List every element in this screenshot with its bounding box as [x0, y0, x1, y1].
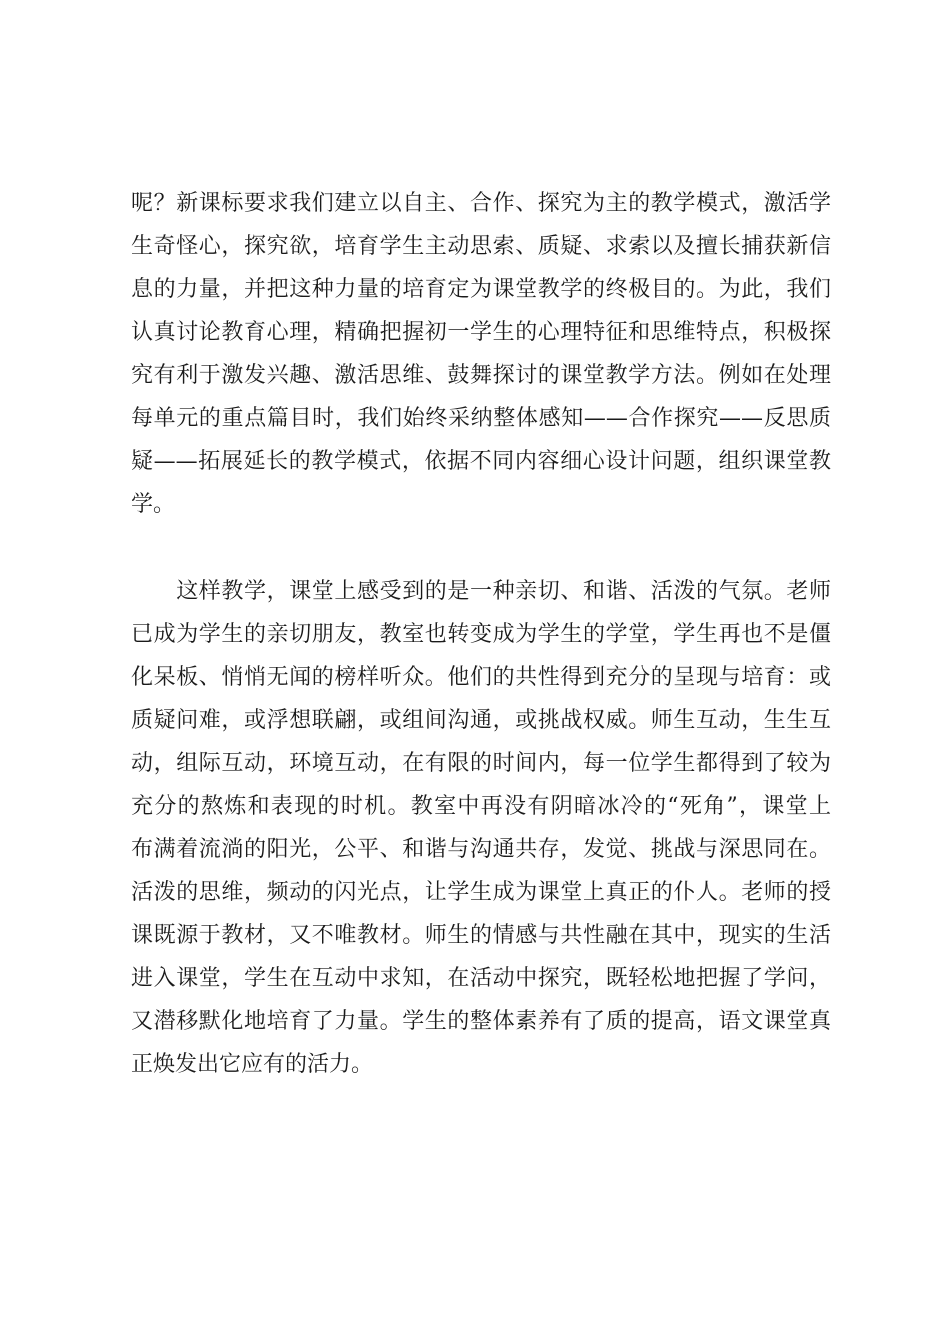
paragraph-line: 疑——拓展延长的教学模式，依据不同内容细心设计问题，组织课堂教: [131, 449, 831, 474]
paragraph-line: 认真讨论教育心理，精确把握初一学生的心理特征和思维特点，积极探: [131, 320, 831, 345]
paragraph-line: 活泼的思维，频动的闪光点，让学生成为课堂上真正的仆人。老师的授: [131, 880, 831, 905]
paragraph-line: 布满着流淌的阳光，公平、和谐与沟通共存，发觉、挑战与深思同在。: [131, 837, 831, 862]
paragraph-line: 正焕发出它应有的活力。: [131, 1052, 374, 1077]
paragraph-line: 质疑问难，或浮想联翩，或组间沟通，或挑战权威。师生互动，生生互: [131, 708, 831, 733]
paragraph-line: 充分的熬炼和表现的时机。教室中再没有阴暗冰冷的“死角”，课堂上: [131, 794, 831, 819]
paragraph-line: 进入课堂，学生在互动中求知，在活动中探究，既轻松地把握了学问，: [131, 966, 831, 991]
paragraph-line: 学。: [131, 492, 176, 517]
paragraph-line: 生奇怪心，探究欲，培育学生主动思索、质疑、求索以及擅长捕获新信: [131, 234, 831, 259]
paragraph-line: 这样教学，课堂上感受到的是一种亲切、和谐、活泼的气氛。老师: [131, 579, 831, 604]
paragraph-2: [131, 570, 831, 1086]
paragraph-line: 每单元的重点篇目时，我们始终采纳整体感知——合作探究——反思质: [131, 406, 831, 431]
paragraph-line: 呢？新课标要求我们建立以自主、合作、探究为主的教学模式，激活学: [131, 191, 831, 216]
paragraph-line: 又潜移默化地培育了力量。学生的整体素养有了质的提高，语文课堂真: [131, 1009, 831, 1034]
paragraph-1: [131, 182, 831, 526]
paragraph-line: 已成为学生的亲切朋友，教室也转变成为学生的学堂，学生再也不是僵: [131, 622, 831, 647]
paragraph-line: 息的力量，并把这种力量的培育定为课堂教学的终极目的。为此，我们: [131, 277, 831, 302]
paragraph-line: 课既源于教材，又不唯教材。师生的情感与共性融在其中，现实的生活: [131, 923, 831, 948]
paragraph-line: 究有利于激发兴趣、激活思维、鼓舞探讨的课堂教学方法。例如在处理: [131, 363, 831, 388]
paragraph-line: 动，组际互动，环境互动，在有限的时间内，每一位学生都得到了较为: [131, 751, 831, 776]
paragraph-line: 化呆板、悄悄无闻的榜样听众。他们的共性得到充分的呈现与培育：或: [131, 665, 831, 690]
